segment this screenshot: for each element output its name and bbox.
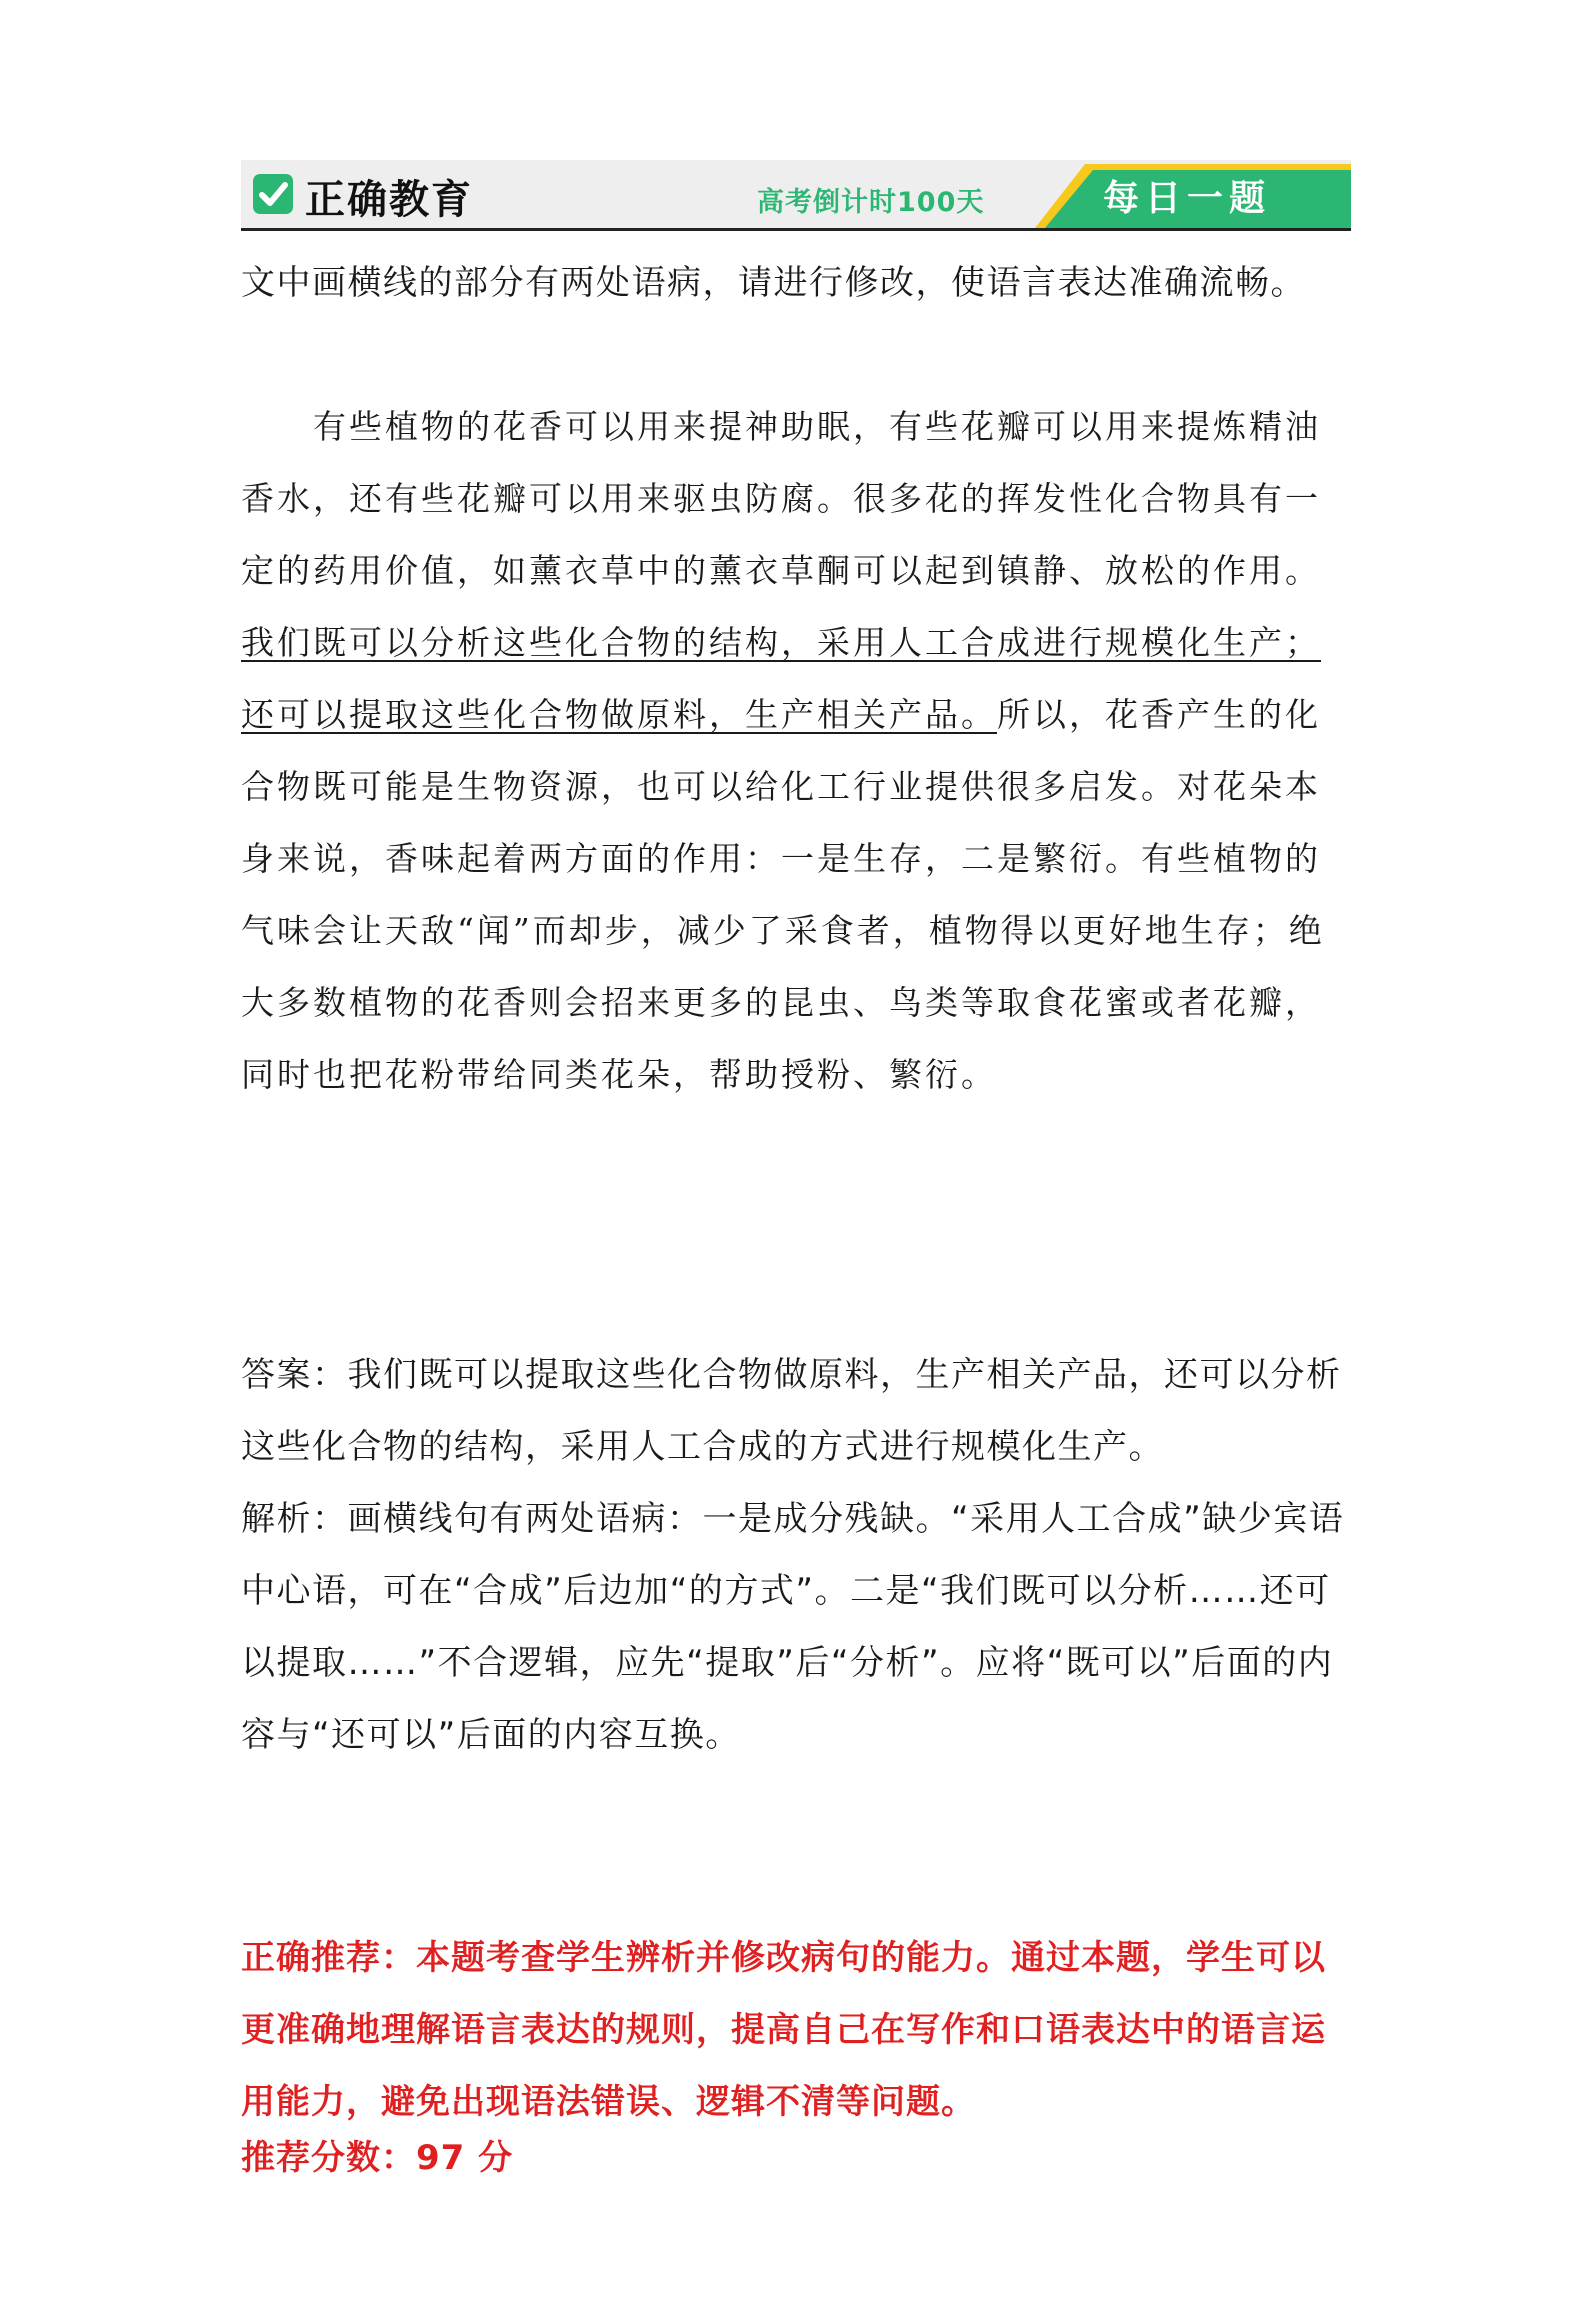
passage-underlined-sentence: 我们既可以分析这些化合物的结构，采用人工合成进行规模化生产；还可以提取这些化合物做原料，生产相关产品。 [241, 623, 1321, 734]
countdown-text: 高考倒计时100天 [757, 187, 985, 218]
passage-text-after: 所以，花香产生的化合物既可能是生物资源，也可以给化工行业提供很多启发。对花朵本身来说，香味起着两方面的作用：一是生存，二是繁衍。有些植物的气味会让天敌“闻”而却步，减少了采食者，植物得以更好地生存；绝大多数植物的花香则会招来更多的昆虫、鸟类等取食花蜜或者花瓣，同时也把花粉带给同类花朵，帮助授粉、繁衍。 [241, 695, 1325, 1094]
analysis-text: 解析：画横线句有两处语病：一是成分残缺。“采用人工合成”缺少宾语中心语，可在“合成”后边加“的方式”。二是“我们既可以分析……还可以提取……”不合逻辑，应先“提取”后“分析”。应将“既可以”后面的内容与“还可以”后面的内容互换。 [241, 1499, 1345, 1755]
answer-text: 答案：我们既可以提取这些化合物做原料，生产相关产品，还可以分析这些化合物的结构，采用人工合成的方式进行规模化生产。 [241, 1355, 1342, 1467]
header-banner [241, 160, 1351, 231]
ribbon-label: 每日一题 [1103, 178, 1272, 219]
question-passage [241, 391, 1351, 1111]
recommendation-score: 推荐分数：97 分 [241, 2138, 514, 2178]
check-icon [253, 174, 293, 214]
passage-text-before: 有些植物的花香可以用来提神助眠，有些花瓣可以用来提炼精油香水，还有些花瓣可以用来驱虫防腐。很多花的挥发性化合物具有一定的药用价值，如薰衣草中的薰衣草酮可以起到镇静、放松的作用。 [241, 407, 1321, 590]
daily-question-ribbon [1013, 160, 1351, 228]
question-instruction: 文中画横线的部分有两处语病，请进行修改，使语言表达准确流畅。 [241, 263, 1306, 303]
brand-name: 正确教育 [305, 177, 473, 223]
recommendation-text: 正确推荐：本题考查学生辨析并修改病句的能力。通过本题，学生可以更准确地理解语言表达的规则，提高自己在写作和口语表达中的语言运用能力，避免出现语法错误、逻辑不清等问题。 [241, 1938, 1326, 2122]
